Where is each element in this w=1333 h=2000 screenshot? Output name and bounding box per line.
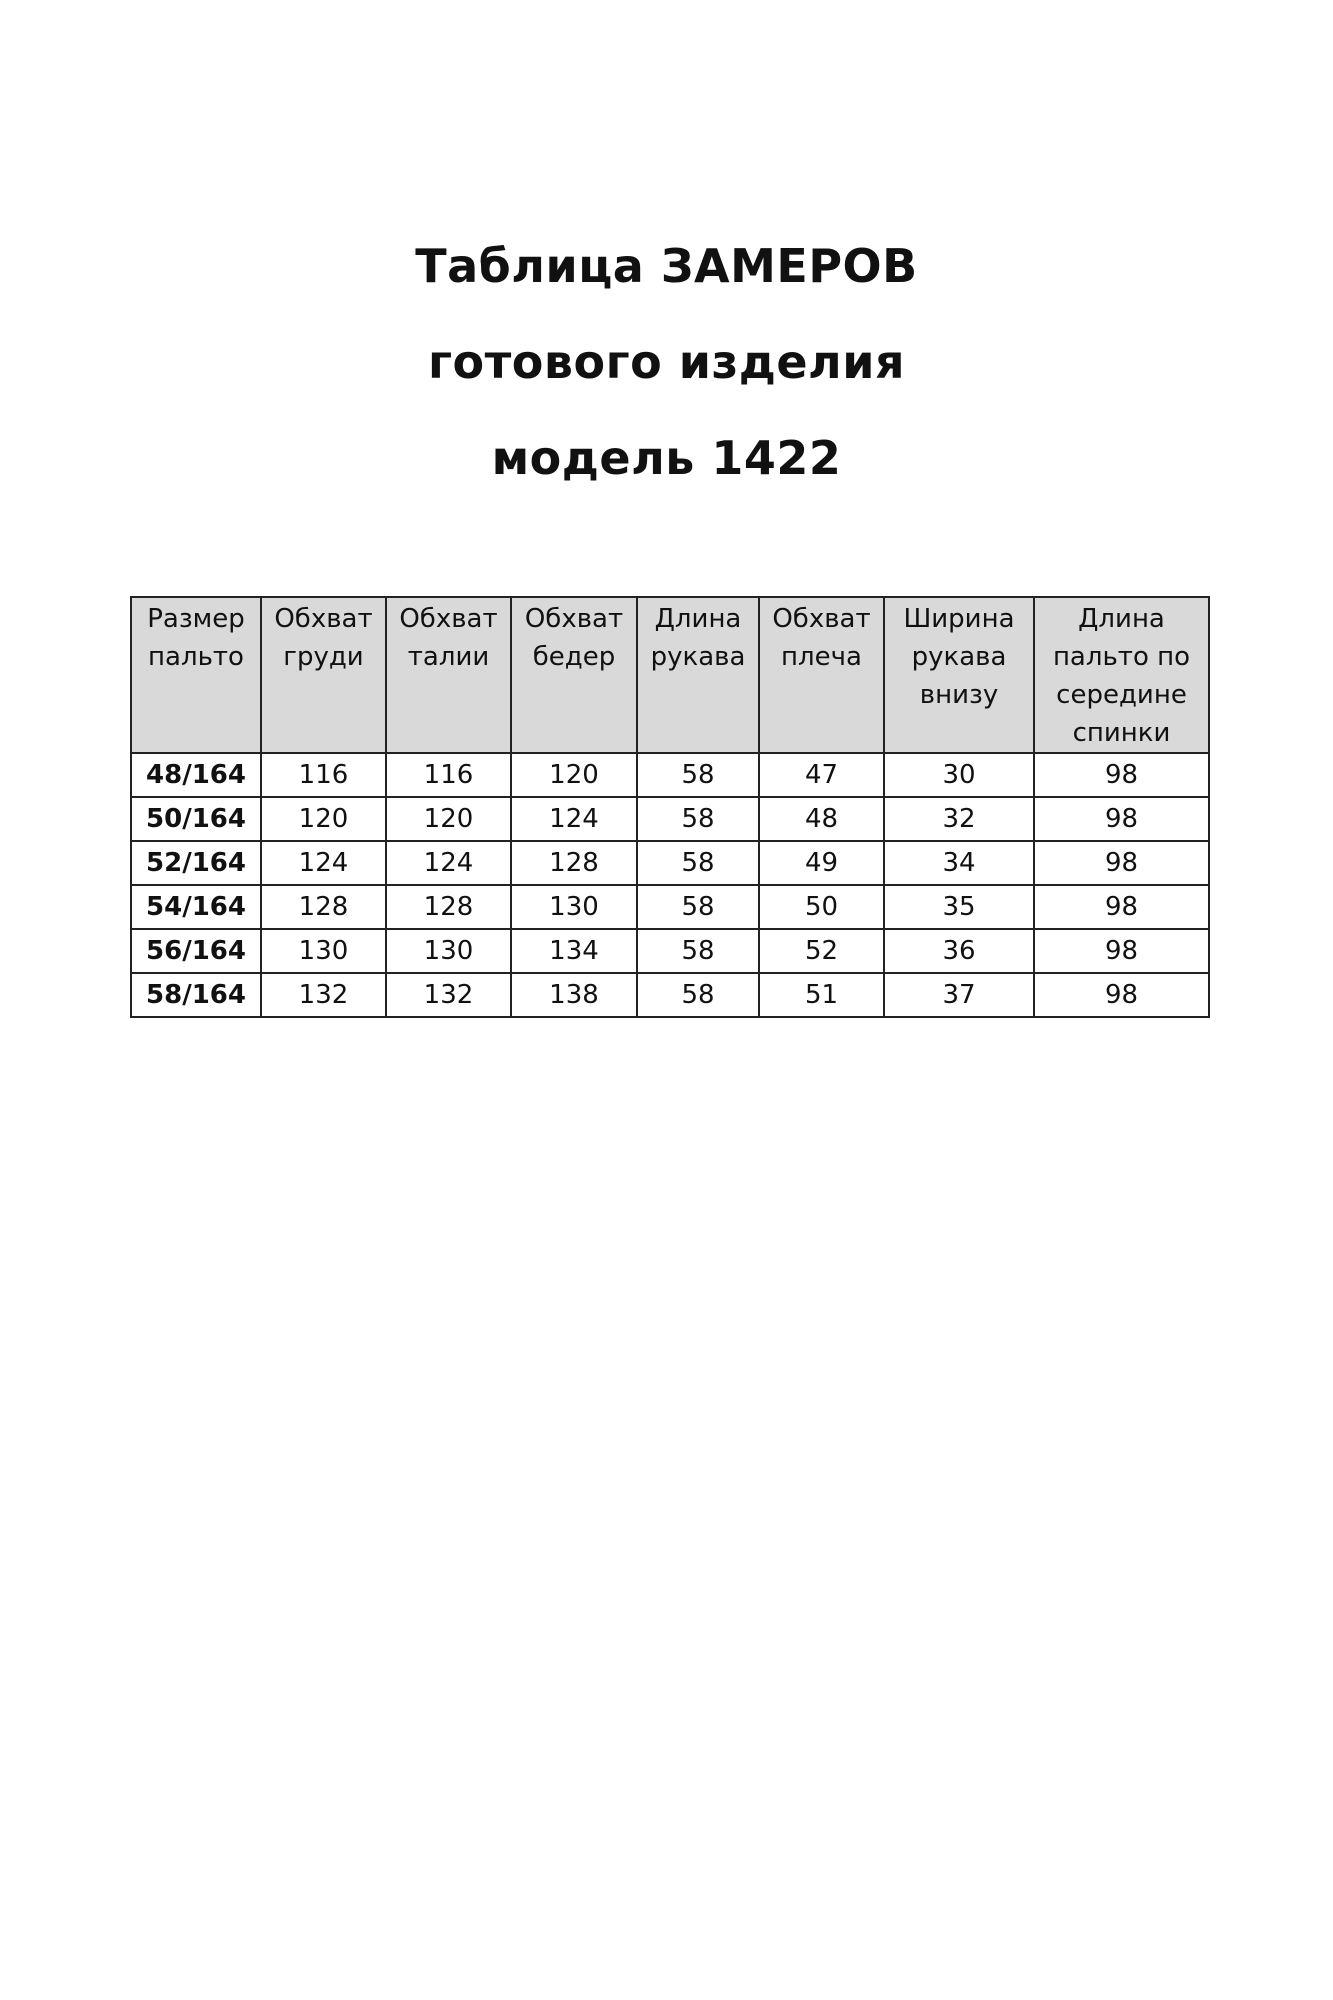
table-cell: 30: [884, 753, 1034, 797]
table-cell: 32: [884, 797, 1034, 841]
title-line-3: модель 1422: [491, 431, 842, 485]
size-cell: 58/164: [131, 973, 261, 1017]
table-row: [131, 841, 1209, 885]
size-cell: 52/164: [131, 841, 261, 885]
table-cell: 50: [759, 885, 884, 929]
table-cell: 58: [637, 929, 759, 973]
table-row: [131, 753, 1209, 797]
table-cell: 98: [1034, 929, 1209, 973]
header-hips: Обхват бедер: [511, 597, 637, 753]
table-row: [131, 929, 1209, 973]
table-cell: 34: [884, 841, 1034, 885]
table-cell: 124: [386, 841, 511, 885]
table-cell: 128: [511, 841, 637, 885]
table-row: [131, 797, 1209, 841]
table-cell: 120: [511, 753, 637, 797]
table-cell: 120: [261, 797, 386, 841]
table-cell: 98: [1034, 753, 1209, 797]
table-cell: 134: [511, 929, 637, 973]
size-cell: 48/164: [131, 753, 261, 797]
table-cell: 130: [261, 929, 386, 973]
title-line-2: готового изделия: [427, 335, 906, 389]
table-cell: 37: [884, 973, 1034, 1017]
header-shoulder: Обхват плеча: [759, 597, 884, 753]
title-line-1: Таблица ЗАМЕРОВ: [415, 239, 918, 293]
measurements-table-container: [130, 596, 1208, 1018]
table-cell: 58: [637, 973, 759, 1017]
table-cell: 124: [261, 841, 386, 885]
table-cell: 132: [386, 973, 511, 1017]
table-cell: 58: [637, 797, 759, 841]
table-cell: 58: [637, 885, 759, 929]
table-header-row: [131, 597, 1209, 753]
table-cell: 128: [386, 885, 511, 929]
header-chest: Обхват груди: [261, 597, 386, 753]
table-cell: 36: [884, 929, 1034, 973]
table-cell: 49: [759, 841, 884, 885]
table-cell: 58: [637, 753, 759, 797]
document-title: [0, 218, 1333, 506]
table-cell: 47: [759, 753, 884, 797]
header-sleeve-width: Ширина рукава внизу: [884, 597, 1034, 753]
header-coat-size: Размер пальто: [131, 597, 261, 753]
size-cell: 54/164: [131, 885, 261, 929]
size-cell: 50/164: [131, 797, 261, 841]
table-row: [131, 973, 1209, 1017]
table-cell: 98: [1034, 885, 1209, 929]
table-cell: 116: [386, 753, 511, 797]
header-sleeve-length: Длина рукава: [637, 597, 759, 753]
table-cell: 120: [386, 797, 511, 841]
table-cell: 98: [1034, 973, 1209, 1017]
table-cell: 35: [884, 885, 1034, 929]
table-cell: 116: [261, 753, 386, 797]
header-waist: Обхват талии: [386, 597, 511, 753]
table-cell: 52: [759, 929, 884, 973]
table-cell: 51: [759, 973, 884, 1017]
table-cell: 48: [759, 797, 884, 841]
table-cell: 130: [386, 929, 511, 973]
table-cell: 98: [1034, 797, 1209, 841]
table-cell: 98: [1034, 841, 1209, 885]
table-row: [131, 885, 1209, 929]
size-cell: 56/164: [131, 929, 261, 973]
table-cell: 124: [511, 797, 637, 841]
table-cell: 130: [511, 885, 637, 929]
table-cell: 58: [637, 841, 759, 885]
table-cell: 138: [511, 973, 637, 1017]
table-cell: 128: [261, 885, 386, 929]
measurements-table: [130, 596, 1210, 1018]
table-cell: 132: [261, 973, 386, 1017]
header-coat-length: Длина пальто по середине спинки: [1034, 597, 1209, 753]
